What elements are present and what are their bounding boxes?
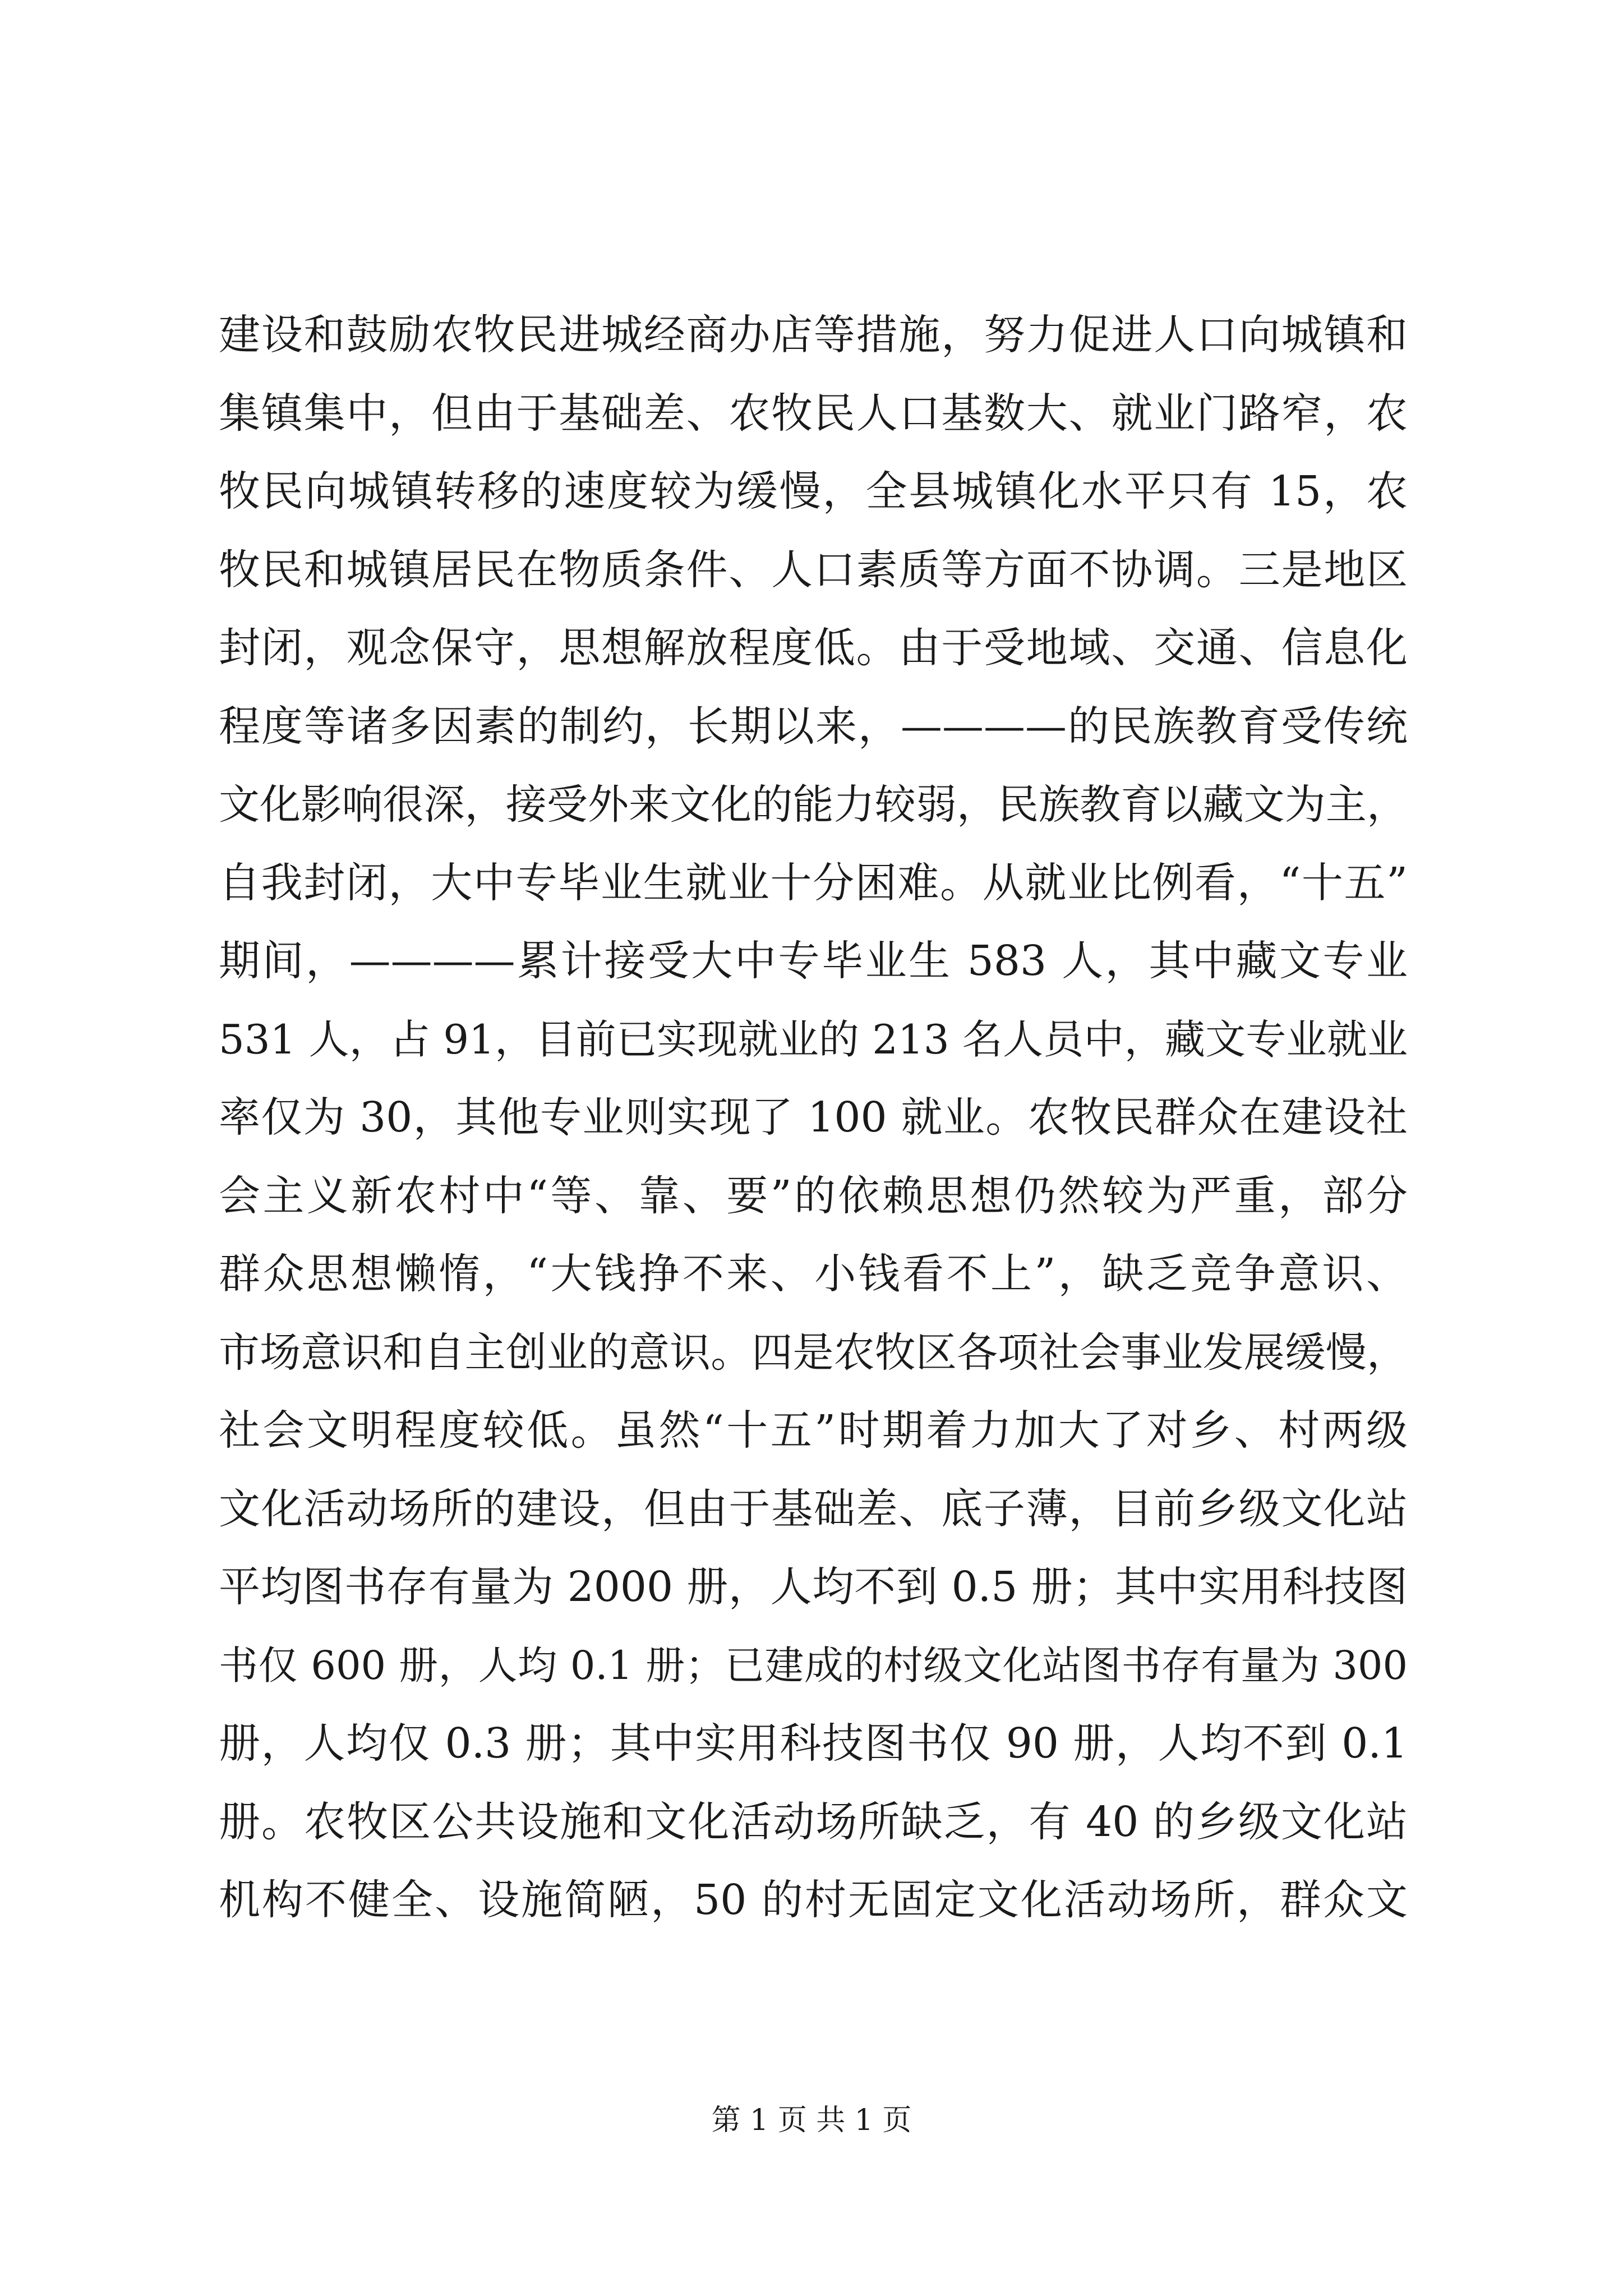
page-footer: 第 1 页 共 1 页 — [711, 2104, 912, 2137]
text-line: 文化影响很深，接受外来文化的能力较弱，民族教育以藏文为主， — [219, 781, 1408, 829]
text-line: 封闭，观念保守，思想解放程度低。由于受地域、交通、信息化 — [219, 624, 1408, 672]
text-line: 牧民向城镇转移的速度较为缓慢，全县城镇化水平只有 15，农 — [219, 467, 1408, 516]
text-line: 平均图书存有量为 2000 册，人均不到 0.5 册；其中实用科技图 — [219, 1563, 1408, 1611]
text-line: 531 人，占 91，目前已实现就业的 213 名人员中，藏文专业就业 — [219, 1015, 1408, 1063]
text-line: 册，人均仅 0.3 册；其中实用科技图书仅 90 册，人均不到 0.1 — [219, 1719, 1408, 1768]
text-line: 群众思想懒惰，“大钱挣不来、小钱看不上”，缺乏竞争意识、 — [219, 1250, 1408, 1298]
text-line: 集镇集中，但由于基础差、农牧民人口基数大、就业门路窄，农 — [219, 389, 1408, 438]
text-line: 社会文明程度较低。虽然“十五”时期着力加大了对乡、村两级 — [219, 1406, 1408, 1455]
body-text — [219, 296, 1408, 1940]
text-line: 文化活动场所的建设，但由于基础差、底子薄，目前乡级文化站 — [219, 1484, 1408, 1533]
text-line: 会主义新农村中“等、靠、要”的依赖思想仍然较为严重，部分 — [219, 1171, 1408, 1220]
text-line: 建设和鼓励农牧民进城经商办店等措施，努力促进人口向城镇和 — [219, 311, 1408, 359]
text-line: 程度等诸多因素的制约，长期以来，————的民族教育受传统 — [219, 702, 1408, 751]
text-line: 书仅 600 册，人均 0.1 册；已建成的村级文化站图书存有量为 300 — [219, 1642, 1408, 1688]
text-line: 机构不健全、设施简陋，50 的村无固定文化活动场所，群众文 — [219, 1876, 1408, 1924]
text-line: 期间，————累计接受大中专毕业生 583 人，其中藏文专业 — [219, 937, 1408, 985]
text-line: 册。农牧区公共设施和文化活动场所缺乏，有 40 的乡级文化站 — [219, 1797, 1408, 1846]
text-line: 市场意识和自主创业的意识。四是农牧区各项社会事业发展缓慢， — [219, 1328, 1408, 1377]
text-line: 牧民和城镇居民在物质条件、人口素质等方面不协调。三是地区 — [219, 545, 1408, 594]
text-line: 率仅为 30，其他专业则实现了 100 就业。农牧民群众在建设社 — [219, 1093, 1408, 1142]
text-line: 自我封闭，大中专毕业生就业十分困难。从就业比例看，“十五” — [219, 858, 1408, 907]
